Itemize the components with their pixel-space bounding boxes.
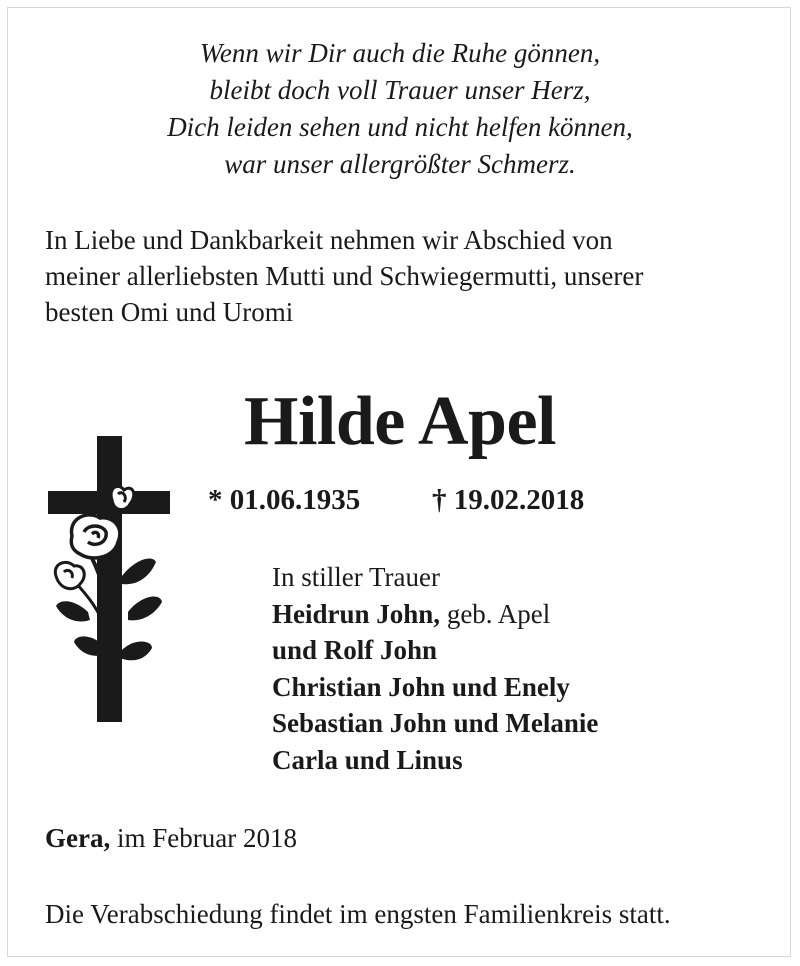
poem-line: Wenn wir Dir auch die Ruhe gönnen, bbox=[199, 38, 601, 68]
intro-line: meiner allerliebsten Mutti und Schwiegermutti, unserer bbox=[45, 261, 644, 291]
mourners-list bbox=[272, 559, 598, 778]
mourner-line bbox=[272, 596, 598, 633]
place-city: Gera, bbox=[45, 823, 111, 853]
death-date: † 19.02.2018 bbox=[432, 484, 585, 516]
mourner-suffix: geb. Apel bbox=[440, 598, 551, 629]
poem bbox=[0, 35, 800, 183]
place-date bbox=[45, 820, 297, 856]
poem-line: bleibt doch voll Trauer unser Herz, bbox=[209, 75, 591, 105]
intro-line: besten Omi und Uromi bbox=[45, 297, 294, 327]
birth-date: * 01.06.1935 bbox=[208, 484, 361, 516]
mourner-line: Sebastian John und Melanie bbox=[272, 708, 599, 738]
poem-line: Dich leiden sehen und nicht helfen können, bbox=[167, 112, 633, 142]
cross-with-rose-icon bbox=[48, 436, 170, 722]
place-month: im Februar 2018 bbox=[110, 823, 297, 853]
mourner-line: und Rolf John bbox=[272, 635, 438, 665]
mourner-line: Christian John und Enely bbox=[272, 671, 570, 702]
mourners-heading: In stiller Trauer bbox=[272, 562, 440, 592]
deceased-name: Hilde Apel bbox=[244, 383, 556, 460]
mourner-name: Heidrun John, bbox=[272, 598, 441, 629]
intro-line: In Liebe und Dankbarkeit nehmen wir Abschied von bbox=[45, 225, 613, 255]
intro-text bbox=[45, 222, 765, 330]
mourner-line: Carla und Linus bbox=[272, 744, 463, 775]
farewell-note: Die Verabschiedung findet im engsten Familienkreis statt. bbox=[45, 899, 671, 929]
poem-line: war unser allergrößter Schmerz. bbox=[224, 149, 576, 179]
